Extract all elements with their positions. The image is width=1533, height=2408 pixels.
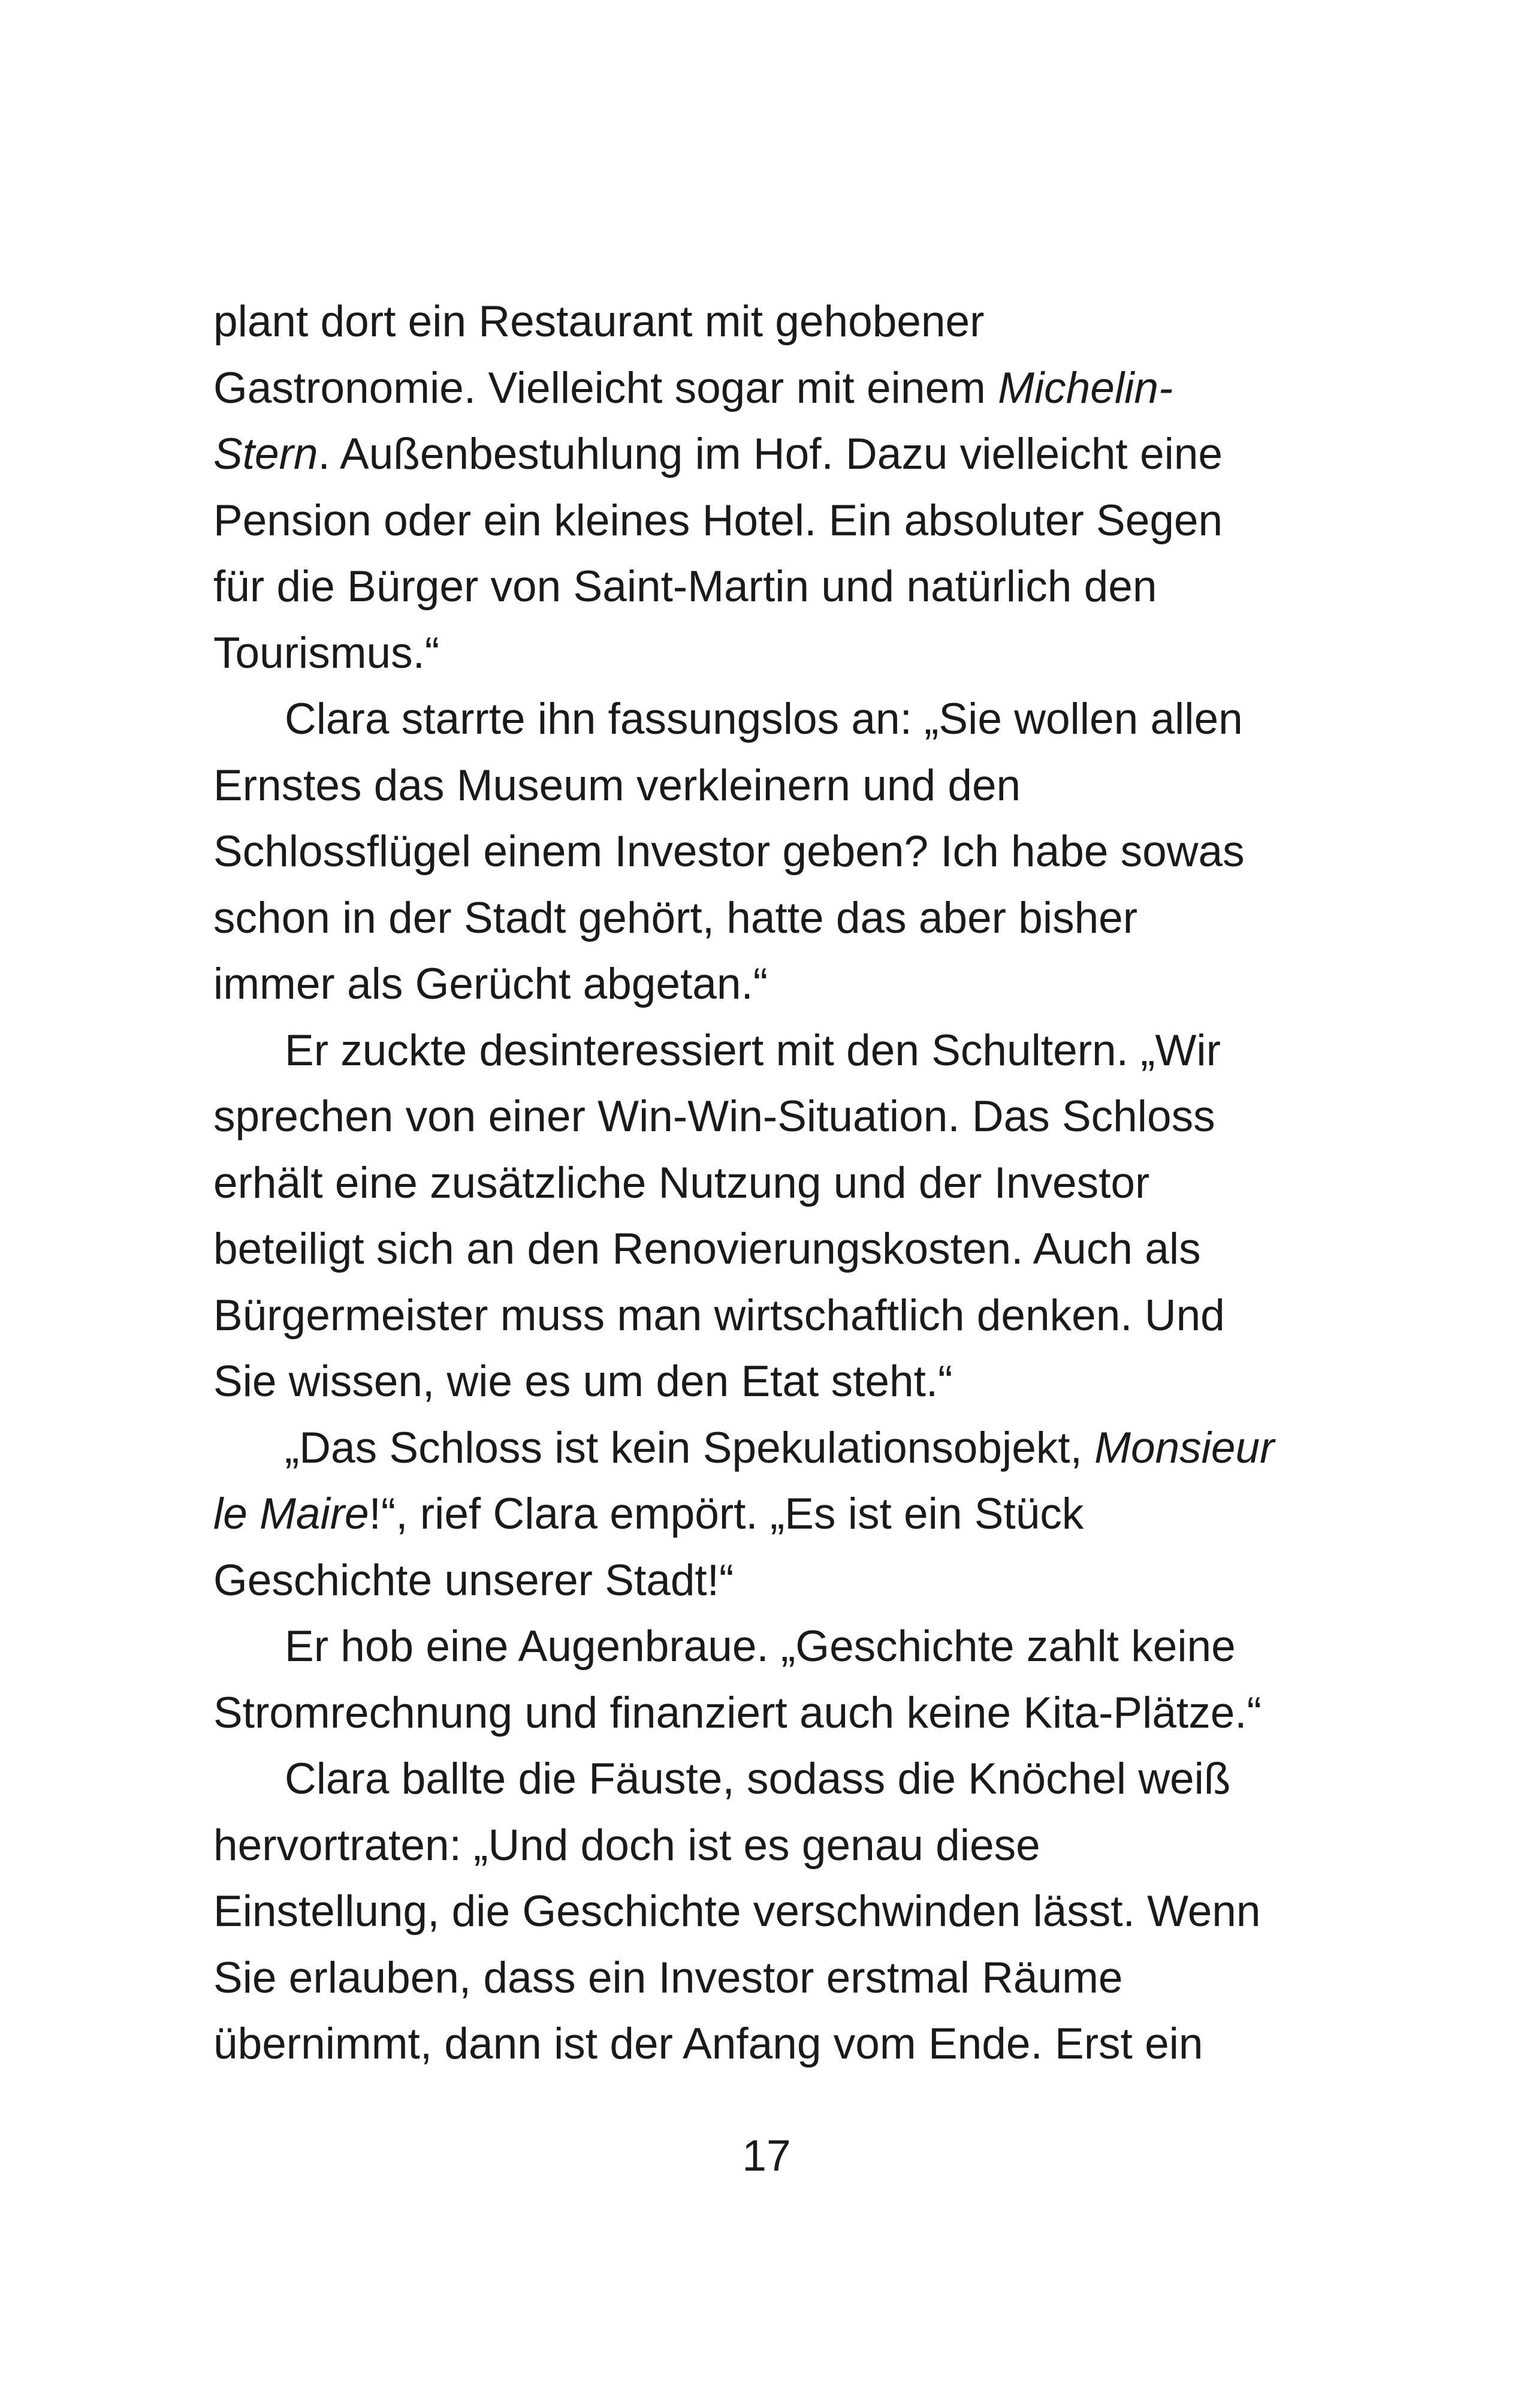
- text-line: [213, 620, 1352, 687]
- text-segment: Ernstes das Museum verkleinern und den: [213, 761, 1021, 810]
- text-segment: Sie erlauben, dass ein Investor erstmal Räume: [213, 1953, 1123, 2002]
- text-segment: Schlossflügel einem Investor geben? Ich habe sowas: [213, 827, 1245, 876]
- text-segment: sprechen von einer Win-Win-Situation. Das Schloss: [213, 1092, 1215, 1141]
- text-line: [213, 289, 1352, 355]
- text-segment: Geschichte unserer Stadt!“: [213, 1556, 734, 1605]
- text-line: [213, 1614, 1352, 1680]
- text-segment: Clara ballte die Fäuste, sodass die Knöchel weiß: [285, 1755, 1231, 1803]
- text-segment: . Außenbestuhlung im Hof. Dazu vielleicht eine: [318, 430, 1223, 478]
- italic-text: Stern: [213, 430, 318, 478]
- text-segment: Tourismus.“: [213, 628, 440, 677]
- text-line: [213, 355, 1352, 422]
- text-line: [213, 1283, 1352, 1349]
- text-line: [213, 554, 1352, 620]
- text-line: [213, 951, 1352, 1018]
- page-number: 17: [742, 2132, 791, 2180]
- text-segment: Sie wissen, wie es um den Etat steht.“: [213, 1357, 953, 1406]
- text-segment: hervortraten: „Und doch ist es genau diese: [213, 1821, 1040, 1870]
- text-line: [213, 819, 1352, 885]
- text-line: [213, 1548, 1352, 1614]
- text-line: [213, 488, 1352, 554]
- text-line: [213, 1216, 1352, 1283]
- text-segment: immer als Gerücht abgetan.“: [213, 960, 768, 1008]
- text-line: [213, 1150, 1352, 1217]
- text-line: [213, 1415, 1352, 1482]
- text-line: [213, 1084, 1352, 1150]
- text-line: [213, 753, 1352, 819]
- text-segment: „Das Schloss ist kein Spekulationsobjekt,: [285, 1423, 1095, 1472]
- text-line: [213, 1680, 1352, 1747]
- text-segment: Stromrechnung und finanziert auch keine Kita-Plätze.“: [213, 1688, 1262, 1737]
- text-line: [213, 686, 1352, 753]
- text-line: [213, 1018, 1352, 1084]
- text-segment: erhält eine zusätzliche Nutzung und der Investor: [213, 1158, 1150, 1207]
- text-segment: Er zuckte desinteressiert mit den Schultern. „Wir: [285, 1026, 1221, 1075]
- text-line: [213, 2011, 1352, 2078]
- italic-text: le Maire: [213, 1490, 369, 1538]
- italic-text: Monsieur: [1094, 1423, 1275, 1472]
- text-segment: Er hob eine Augenbraue. „Geschichte zahlt keine: [285, 1622, 1236, 1671]
- text-segment: Gastronomie. Vielleicht sogar mit einem: [213, 363, 998, 412]
- text-line: [213, 1349, 1352, 1415]
- text-segment: übernimmt, dann ist der Anfang vom Ende. Erst ein: [213, 2020, 1203, 2068]
- text-segment: plant dort ein Restaurant mit gehobener: [213, 297, 985, 346]
- text-segment: beteiligt sich an den Renovierungskosten. Auch als: [213, 1225, 1201, 1273]
- text-line: [213, 1813, 1352, 1879]
- text-segment: schon in der Stadt gehört, hatte das aber bisher: [213, 893, 1138, 942]
- text-segment: für die Bürger von Saint-Martin und natürlich den: [213, 562, 1157, 611]
- text-line: [213, 1879, 1352, 1945]
- text-line: [213, 421, 1352, 488]
- text-line: [213, 1746, 1352, 1813]
- text-segment: Clara starrte ihn fassungslos an: „Sie wollen allen: [285, 695, 1243, 743]
- text-line: [213, 885, 1352, 952]
- text-segment: Einstellung, die Geschichte verschwinden lässt. Wenn: [213, 1887, 1261, 1936]
- text-line: [213, 1481, 1352, 1548]
- text-segment: !“, rief Clara empört. „Es ist ein Stück: [369, 1490, 1084, 1538]
- italic-text: Michelin-: [998, 363, 1173, 412]
- text-segment: Pension oder ein kleines Hotel. Ein absoluter Segen: [213, 496, 1223, 545]
- page-body: [213, 289, 1352, 2078]
- text-segment: Bürgermeister muss man wirtschaftlich denken. Und: [213, 1291, 1225, 1340]
- text-line: [213, 1945, 1352, 2012]
